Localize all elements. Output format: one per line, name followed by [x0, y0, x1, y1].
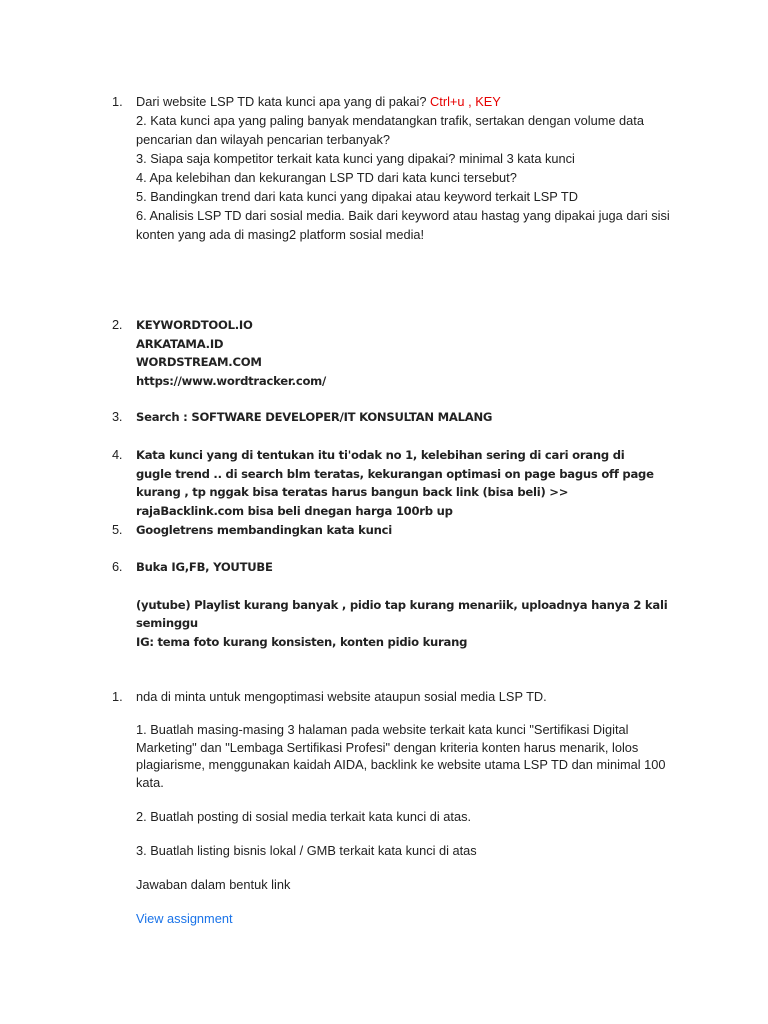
answer-3-text: Search : SOFTWARE DEVELOPER/IT KONSULTAN MALANG: [136, 410, 493, 424]
question-5: 5. Bandingkan trend dari kata kunci yang dipakai atau keyword terkait LSP TD: [136, 189, 578, 204]
answer-6-note-1: (yutube) Playlist kurang banyak , pidio tap kurang menariik, uploadnya hanya 2 kali seminggu: [136, 597, 668, 630]
list-number: 2.: [112, 317, 123, 332]
answer-5-text: Googletrens membandingkan kata kunci: [136, 523, 392, 537]
assignment-answer-format: Jawaban dalam bentuk link: [136, 877, 291, 892]
assignment-content: [136, 687, 676, 928]
question-1-text: Dari website LSP TD kata kunci apa yang di pakai?: [136, 94, 431, 109]
answer-6-content: [136, 558, 696, 651]
question-3: 3. Siapa saja kompetitor terkait kata kunci yang dipakai? minimal 3 kata kunci: [136, 151, 575, 166]
question-4: 4. Apa kelebihan dan kekurangan LSP TD dari kata kunci tersebut?: [136, 170, 517, 185]
assignment-task-3: 3. Buatlah listing bisnis lokal / GMB terkait kata kunci di atas: [136, 843, 477, 858]
answer-2-content: [136, 316, 696, 390]
question-2: 2. Kata kunci apa yang paling banyak mendatangkan trafik, sertakan dengan volume data pencarian dan wilayah pencarian terbanyak?: [136, 113, 644, 147]
assignment-intro: nda di minta untuk mengoptimasi website ataupun sosial media LSP TD.: [136, 689, 547, 704]
list-number: 3.: [112, 409, 123, 424]
tool-2: ARKATAMA.ID: [136, 336, 224, 351]
tool-4: https://www.wordtracker.com/: [136, 373, 326, 388]
answer-6-note-2: IG: tema foto kurang konsisten, konten pidio kurang: [136, 634, 468, 649]
question-6: 6. Analisis LSP TD dari sosial media. Baik dari keyword atau hastag yang dipakai juga dari sisi konten yang ada di masing2 platform sosial media!: [136, 208, 670, 242]
list-number: 6.: [112, 559, 123, 574]
list-number: 4.: [112, 447, 123, 462]
list-number: 1.: [112, 689, 123, 704]
answer-6-text: Buka IG,FB, YOUTUBE: [136, 560, 273, 574]
list-number: 5.: [112, 522, 123, 537]
view-assignment-link[interactable]: View assignment: [136, 911, 233, 926]
assignment-task-2: 2. Buatlah posting di sosial media terkait kata kunci di atas.: [136, 809, 472, 824]
tool-1: KEYWORDTOOL.IO: [136, 318, 253, 332]
question-1: [136, 92, 696, 111]
list-number: 1.: [112, 94, 123, 109]
question-content: [136, 92, 696, 244]
answer-4-text: Kata kunci yang di tentukan itu ti'odak no 1, kelebihan sering di cari orang di gugle trend .. di search blm teratas, kekurangan optimasi on page bagus off page kurang , tp nggak bisa teratas harus bangun back link (bisa beli) >> rajaBacklink.com bisa beli dnegan harga 100rb up: [136, 448, 654, 518]
tool-3: WORDSTREAM.COM: [136, 355, 262, 369]
question-1-highlight: Ctrl+u , KEY: [430, 94, 501, 109]
assignment-task-1: 1. Buatlah masing-masing 3 halaman pada website terkait kata kunci "Sertifikasi Digital Marketing" dan "Lembaga Sertifikasi Profesi" dengan kriteria konten harus menarik, lolos plagiarisme, menggunakan kaidah AIDA, backlink ke website utama LSP TD dan minimal 100 kata.: [136, 722, 666, 790]
